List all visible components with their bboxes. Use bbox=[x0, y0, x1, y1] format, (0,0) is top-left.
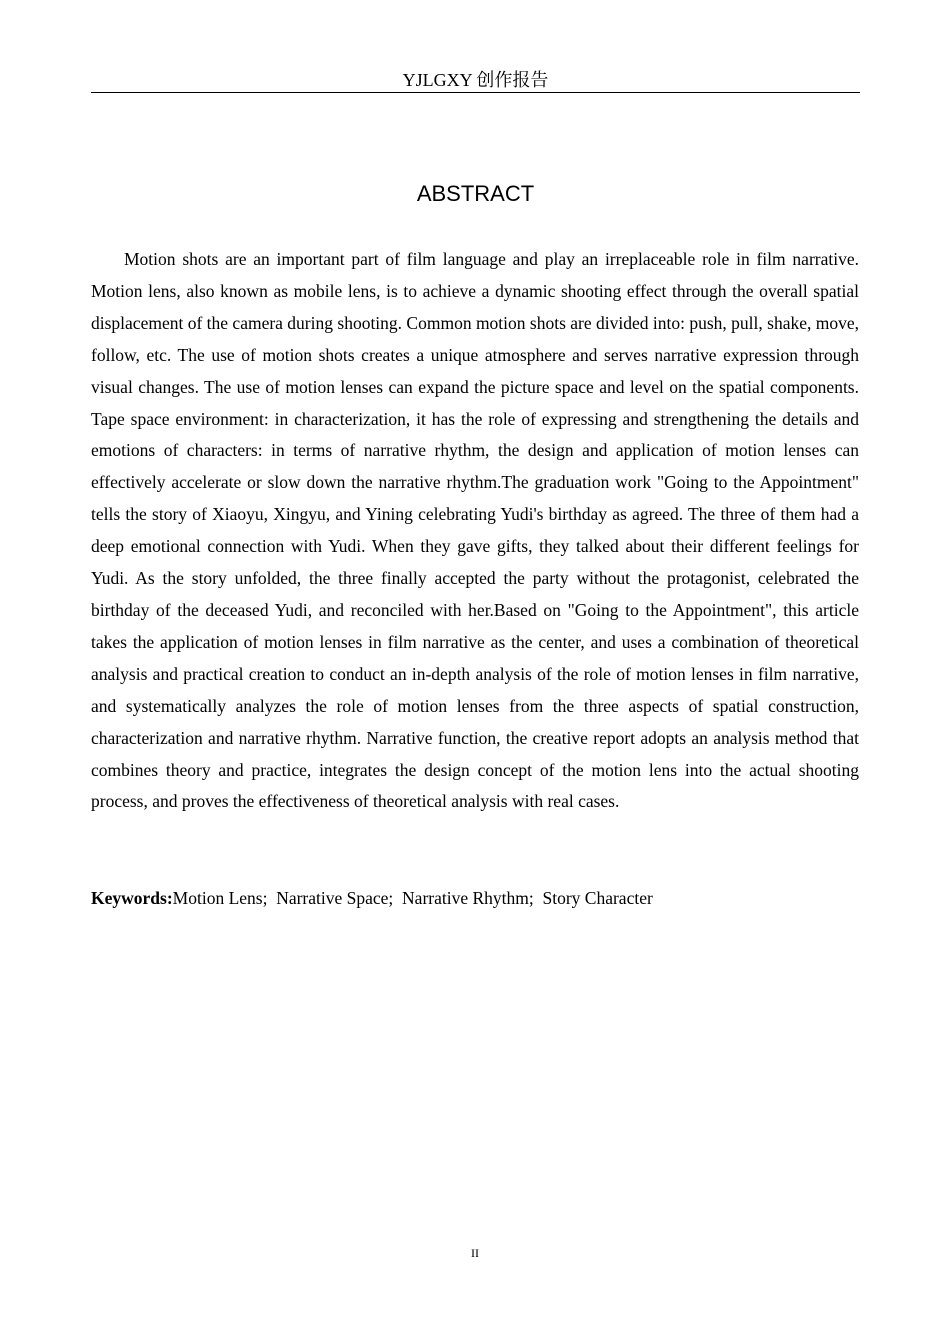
page-number: II bbox=[471, 1246, 479, 1260]
header-divider bbox=[91, 92, 860, 93]
keywords-list: Motion Lens; Narrative Space; Narrative Rhythm; Story Character bbox=[172, 888, 653, 908]
page-header: YJLGXY 创作报告 bbox=[402, 70, 549, 90]
keywords-label: Keywords: bbox=[91, 888, 173, 908]
abstract-paragraph: Motion shots are an important part of film language and play an irreplaceable role in film narrative. Motion lens, also known as mobile lens, is to achieve a dynamic shooting effect through the overall spatial displacement of the camera during shooting. Common motion shots are divided into: push, pull, shake, move, follow, etc. The use of motion shots creates a unique atmosphere and serves narrative expression through visual changes. The use of motion lenses can expand the picture space and level on the spatial components. Tape space environment: in characterization, it has the role of expressing and strengthening the details and emotions of characters: in terms of narrative rhythm, the design and application of motion lenses can effectively accelerate or slow down the narrative rhythm.The graduation work "Going to the Appointment" tells the story of Xiaoyu, Xingyu, and Yining celebrating Yudi's birthday as agreed. The three of them had a deep emotional connection with Yudi. When they gave gifts, they talked about their different feelings for Yudi. As the story unfolded, the three finally accepted the party without the protagonist, celebrated the birthday of the deceased Yudi, and reconciled with her.Based on "Going to the Appointment", this article takes the application of motion lenses in film narrative as the center, and uses a combination of theoretical analysis and practical creation to conduct an in-depth analysis of the role of motion lenses in film narrative, and systematically analyzes the role of motion lenses from the three aspects of spatial construction, characterization and narrative rhythm. Narrative function, the creative report adopts an analysis method that combines theory and practice, integrates the design concept of the motion lens into the actual shooting process, and proves the effectiveness of theoretical analysis with real cases. bbox=[91, 249, 859, 812]
keywords-line bbox=[91, 883, 859, 915]
abstract-heading: ABSTRACT bbox=[416, 181, 535, 206]
